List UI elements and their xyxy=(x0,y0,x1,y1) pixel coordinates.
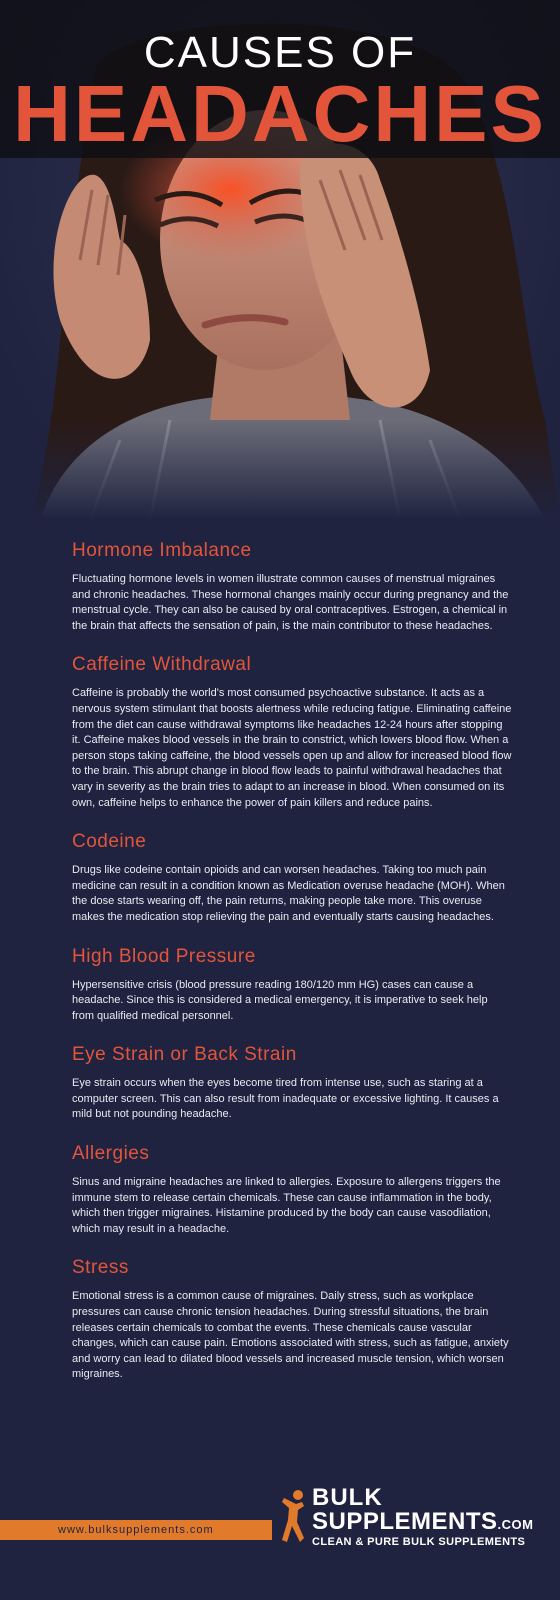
page-title-line2: HEADACHES xyxy=(13,69,547,158)
section-heading: Allergies xyxy=(72,1143,150,1165)
footer xyxy=(0,1480,560,1570)
section-eye-strain xyxy=(72,1044,512,1123)
section-heading: Codeine xyxy=(72,831,147,853)
section-heading: Hormone Imbalance xyxy=(72,540,252,561)
logo-text-bulk: BULK xyxy=(312,1484,383,1511)
section-heading: Caffeine Withdrawal xyxy=(72,654,252,676)
section-high-blood-pressure xyxy=(72,946,512,1025)
section-body: Eye strain occurs when the eyes become tired from intense use, such as staring at a computer screen. This can also result from inadequate or excessive lighting. It causes a mild but not pounding headache. xyxy=(72,1077,499,1121)
section-heading: High Blood Pressure xyxy=(72,945,256,967)
section-heading: Stress xyxy=(72,1257,129,1279)
section-body: Fluctuating hormone levels in women illustrate common causes of menstrual migraines and chronic headaches. These hormonal changes mainly occur during pregnancy and the menstrual cycle. They can also be caused by oral contraceptives. Estrogen, a chemical in the brain that affects the sensation of pain, is the main contributor to these headaches. xyxy=(72,573,509,632)
logo-text-supplements xyxy=(312,1508,533,1536)
section-body: Emotional stress is a common cause of migraines. Daily stress, such as workplace pressures can cause chronic tension headaches. During stressful situations, the brain releases certain chemicals to combat the events. These chemicals cause vascular changes, which can cause pain. Emotions associated with stress, such as fatigue, anxiety and worry can lead to dilated blood vessels and increased muscle tension, which worsen migraines. xyxy=(72,1290,509,1381)
causes-list xyxy=(72,540,512,1403)
section-body: Caffeine is probably the world's most consumed psychoactive substance. It acts as a nervous system stimulant that boosts alertness while reducing fatigue. Eliminating caffeine from the diet can cause withdrawal symptoms like headaches 12-24 hours after stopping it. Caffeine makes blood vessels in the brain to constrict, which lowers blood flow. When a person stops taking caffeine, the blood vessels open up and allow for increased blood flow to the brain. This abrupt change in blood flow leads to painful withdrawal headaches that vary in severity as the brain tries to adapt to an increase in blood. When consumed on its own, caffeine helps to enhance the power of pain killers and reduce pains. xyxy=(72,687,512,809)
section-allergies xyxy=(72,1143,512,1237)
logo-text-com: .COM xyxy=(497,1517,534,1532)
bulk-supplements-figure-icon xyxy=(278,1488,308,1548)
section-hormone-imbalance xyxy=(72,540,512,634)
section-codeine xyxy=(72,831,512,925)
logo-tagline: CLEAN & PURE BULK SUPPLEMENTS xyxy=(312,1536,526,1548)
section-heading: Eye Strain or Back Strain xyxy=(72,1044,297,1066)
logo-text-supplements-main: SUPPLEMENTS xyxy=(312,1508,498,1535)
page-title-line1: CAUSES OF xyxy=(143,28,417,77)
section-stress xyxy=(72,1257,512,1383)
section-body: Sinus and migraine headaches are linked to allergies. Exposure to allergens triggers the immune stem to release certain chemicals. These can cause inflammation in the body, which then trigger migraines. Histamine produced by the body can cause vasodilation, which may result in a headache. xyxy=(72,1176,501,1235)
section-body: Drugs like codeine contain opioids and can worsen headaches. Taking too much pain medicine can result in a condition known as Medication overuse headache (MOH). When the dose starts wearing off, the pain returns, making people take more. This overuse makes the medication stop relieving the pain and eventually starts causing headaches. xyxy=(72,864,505,923)
section-caffeine-withdrawal xyxy=(72,654,512,811)
website-link[interactable]: www.bulksupplements.com xyxy=(58,1524,214,1536)
hero-banner xyxy=(0,0,560,520)
section-body: Hypersensitive crisis (blood pressure reading 180/120 mm HG) cases can cause a headache. Since this is considered a medical emergency, it is imperative to seek help from qualified medical personnel. xyxy=(72,978,488,1022)
